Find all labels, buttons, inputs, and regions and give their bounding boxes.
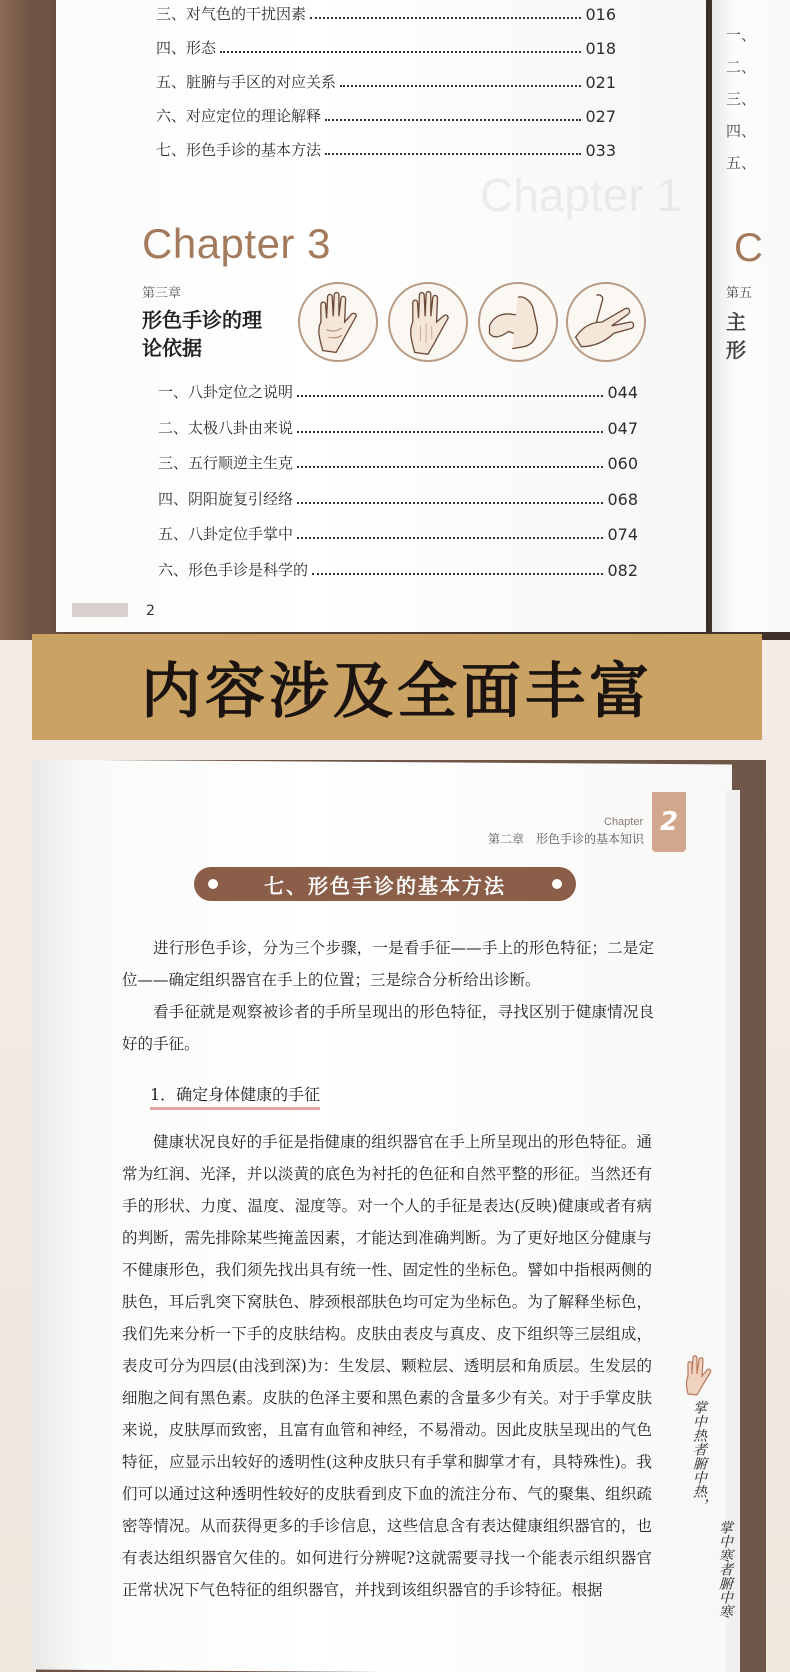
- toc-entry: [156, 104, 616, 126]
- right-page-fragment: 二、: [726, 58, 757, 76]
- paragraph-3: 健康状况良好的手征是指健康的组织器官在手上所呈现出的形色特征。通常为红润、光泽，并以淡黄的底色为衬托的色征和自然平整的形征。当然还有手的形状、力度、温度、湿度等。对一个人的手征是表达(反映)健康或者有病的判断，需先排除某些掩盖因素，才能达到准确判断。为了更好地区分健康与不健康形色，我们须先找出具有统一性、固定性的坐标色。譬如中指根两侧的肤色，耳后乳突下窝肤色、脖颈根部肤色均可定为坐标色。为了解释坐标色，我们先来分析一下手的皮肤结构。皮肤由表皮与真皮、皮下组织等三层组成，表皮可分为四层(由浅到深)为：生发层、颗粒层、透明层和角质层。生发层的细胞之间有黑色素。皮肤的色泽主要和黑色素的含量多少有关。对于手掌皮肤来说，皮肤厚而致密，且富有血管和神经，不易滑动。因此皮肤呈现出的气色特征，应显示出较好的透明性(这种皮肤只有手掌和脚掌才有，具特殊性)。我们可以通过这种透明性较好的皮肤看到皮下血的流注分布、气的聚集、组织疏密等情况。从而获得更多的手诊信息，这些信息含有表达健康组织器官的，也有表达组织器官欠佳的。如何进行分辨呢?这就需要寻找一个能表示组织器官正常状况下气色特征的组织器官，并找到该组织器官的手诊特征。根据: [122, 1133, 652, 1599]
- toc-entry: [158, 416, 638, 438]
- toc-leader-dots: [325, 153, 581, 155]
- side-quote-2: 掌中寒者腑中寒: [717, 1520, 733, 1618]
- running-header-cn: 第二章 形色手诊的基本知识: [488, 832, 645, 846]
- toc-entry-page: 016: [585, 5, 616, 24]
- toc-leader-dots: [297, 502, 603, 504]
- hand-illustration-1: [298, 282, 378, 362]
- right-page-title-1: 主: [726, 310, 746, 334]
- ghost-chapter-text: Chapter 1: [480, 169, 683, 221]
- toc-entry-title: 二、太极八卦由来说: [158, 418, 294, 437]
- hand-pressing-icon: [480, 284, 556, 360]
- toc-leader-dots: [325, 119, 581, 121]
- toc-entry-title: 六、形色手诊是科学的: [158, 560, 309, 579]
- toc-entry: [158, 380, 638, 402]
- toc-leader-dots: [297, 537, 603, 539]
- right-page-chapter-letter: C: [734, 226, 763, 270]
- subheading: 1．确定身体健康的手征: [150, 1082, 320, 1110]
- toc-entry-page: 060: [607, 454, 638, 473]
- right-page-title-2: 形: [726, 338, 746, 362]
- toc-entry: [156, 138, 616, 160]
- finger-press-icon: [568, 284, 644, 360]
- chapter-heading: Chapter 3: [142, 220, 331, 267]
- bullet-dot-icon: [552, 879, 562, 889]
- toc-leader-dots: [297, 431, 603, 433]
- toc-entry: [156, 2, 616, 24]
- toc-leader-dots: [340, 85, 581, 87]
- toc-entry-page: 044: [607, 383, 638, 402]
- page-edge-tab: [72, 603, 128, 617]
- side-quote-1: 掌中热者腑中热，: [691, 1400, 707, 1512]
- toc-entry-title: 四、形态: [156, 39, 217, 57]
- banner-text: 内容涉及全面丰富: [141, 657, 653, 727]
- toc-entry-title: 六、对应定位的理论解释: [156, 107, 322, 125]
- right-page-fragment: 五、: [726, 154, 757, 172]
- paragraph-2: 看手征就是观察被诊者的手所呈现出的形色特征，寻找区别于健康情况良好的手征。: [122, 1003, 654, 1053]
- section-title-bar: [194, 867, 576, 901]
- page-number: 2: [146, 603, 155, 619]
- toc-entry: [158, 451, 638, 473]
- toc-entry: [158, 522, 638, 544]
- right-page-fragment: 四、: [726, 122, 757, 140]
- toc-entry: [156, 70, 616, 92]
- toc-entry-page: 082: [607, 560, 638, 580]
- toc-entry-title: 三、五行顺逆主生克: [158, 454, 294, 472]
- hand-illustration-4: [566, 282, 646, 362]
- toc-entry-page: 068: [607, 489, 638, 509]
- toc-entry-page: 027: [585, 107, 616, 126]
- toc-entry-title: 五、八卦定位手掌中: [158, 525, 294, 543]
- right-page-fragment: 三、: [726, 90, 757, 108]
- right-page-fragment: 一、: [726, 26, 757, 44]
- hand-illustration-3: [478, 282, 558, 362]
- toc-entry-title: 一、八卦定位之说明: [158, 383, 294, 401]
- toc-leader-dots: [297, 395, 603, 397]
- toc-entry-title: 三、对气色的干扰因素: [156, 5, 307, 23]
- running-header-en: Chapter: [604, 816, 644, 828]
- hand-illustration-2: [388, 282, 468, 362]
- back-of-hand-icon: [390, 284, 466, 360]
- toc-entry-page: 047: [607, 418, 638, 438]
- toc-leader-dots: [220, 51, 581, 53]
- promo-banner: [32, 634, 762, 740]
- toc-entry-title: 七、形色手诊的基本方法: [156, 141, 322, 159]
- hand-symbol-icon: [680, 1352, 714, 1396]
- toc-entry: [158, 558, 638, 580]
- open-palm-icon: [300, 284, 376, 360]
- paragraph-1: 进行形色手诊，分为三个步骤，一是看手征——手上的形色特征；二是定位——确定组织器官在手上的位置；三是综合分析给出诊断。: [122, 939, 654, 989]
- bullet-dot-icon: [208, 879, 218, 889]
- toc-entry-page: 021: [585, 73, 616, 92]
- toc-entry: [156, 36, 616, 58]
- section-title: 七、形色手诊的基本方法: [264, 873, 506, 898]
- toc-leader-dots: [312, 573, 603, 575]
- chapter-title-cn: 形色手诊的理论依据: [142, 308, 262, 360]
- right-page-chapter-cn: 第五: [726, 286, 753, 301]
- toc-entry-title: 五、脏腑与手区的对应关系: [156, 73, 337, 91]
- toc-entry-page: 074: [607, 525, 638, 544]
- toc-entry: [158, 487, 638, 509]
- chapter-number-cn: 第三章: [142, 286, 182, 301]
- toc-entry-page: 018: [585, 39, 616, 58]
- toc-leader-dots: [310, 17, 581, 19]
- toc-entry-title: 四、阴阳旋复引经络: [158, 489, 294, 508]
- toc-entry-page: 033: [585, 141, 616, 160]
- chapter-tab: 2: [652, 792, 686, 852]
- toc-leader-dots: [297, 466, 603, 468]
